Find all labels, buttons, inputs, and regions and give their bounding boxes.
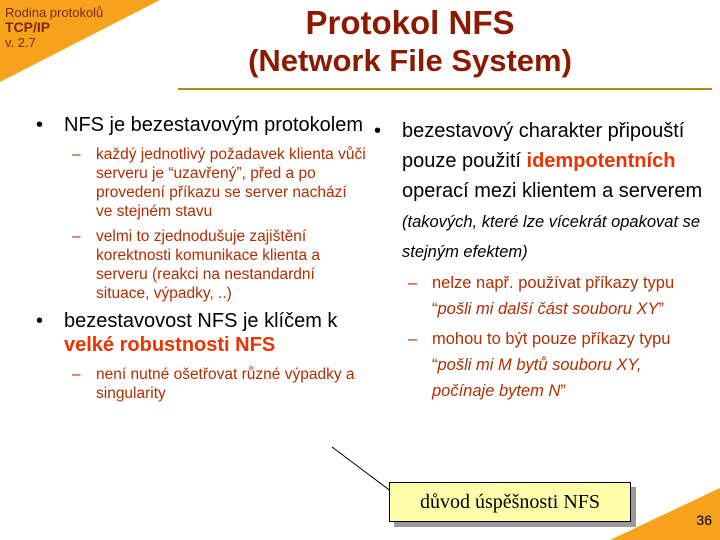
- command-example: pošli mi další část souboru XY: [437, 300, 659, 318]
- sub-bullet-text: velmi to zjednodušuje zajištění korektnosti komunikace klienta a serveru (reakci na nestandardní situace, výpadky, ..): [96, 228, 321, 302]
- series-line-2: TCP/IP: [5, 19, 51, 35]
- sub-bullet-text: každý jednotlivý požadavek klienta vůči serveru je “uzavřený”, před a po provedení příkazu se server nachází ve stejném stavu: [96, 146, 366, 220]
- bullet-icon: •: [36, 114, 44, 136]
- bullet-text: bezestavový charakter připouští pouze použití: [402, 120, 685, 172]
- dash-icon: –: [408, 274, 418, 292]
- sub-bullet-text: není nutné ošetřovat různé výpadky a singularity: [96, 366, 355, 402]
- bullet-text-end: operací mezi klientem a serverem: [402, 180, 703, 202]
- bullet-text: bezestavovost NFS je klíčem k: [64, 310, 338, 332]
- slide-subtitle: (Network File System): [248, 43, 572, 78]
- command-example: pošli mi M bytů souboru XY, počínaje bytem N: [432, 356, 642, 400]
- bullet-icon: •: [36, 310, 44, 332]
- quote-close: ”: [560, 382, 566, 400]
- emphasis-text: idempotentních: [526, 150, 676, 172]
- dash-icon: –: [72, 228, 81, 245]
- dash-icon: –: [72, 146, 81, 163]
- series-line-1: Rodina protokolů: [5, 5, 104, 20]
- sub-bullet-text: nelze např. používat příkazy typu “: [432, 274, 675, 318]
- series-version: v. 2.7: [5, 35, 36, 50]
- slide-title: Protokol NFS: [305, 4, 515, 41]
- bullet-text: NFS je bezestavovým protokolem: [64, 114, 364, 136]
- quote-close: ”: [658, 300, 665, 318]
- dash-icon: –: [408, 330, 418, 348]
- callout-box: důvod úspěšnosti NFS: [389, 482, 631, 522]
- bullet-note: (takových, které lze vícekrát opakovat se stejným efektem): [402, 213, 701, 261]
- emphasis-text: velké robustnosti NFS: [64, 334, 276, 356]
- bullet-icon: •: [374, 120, 382, 142]
- dash-icon: –: [72, 366, 81, 383]
- page-number: 36: [696, 512, 712, 528]
- sub-bullet-text: mohou to být pouze příkazy typu “: [432, 330, 671, 374]
